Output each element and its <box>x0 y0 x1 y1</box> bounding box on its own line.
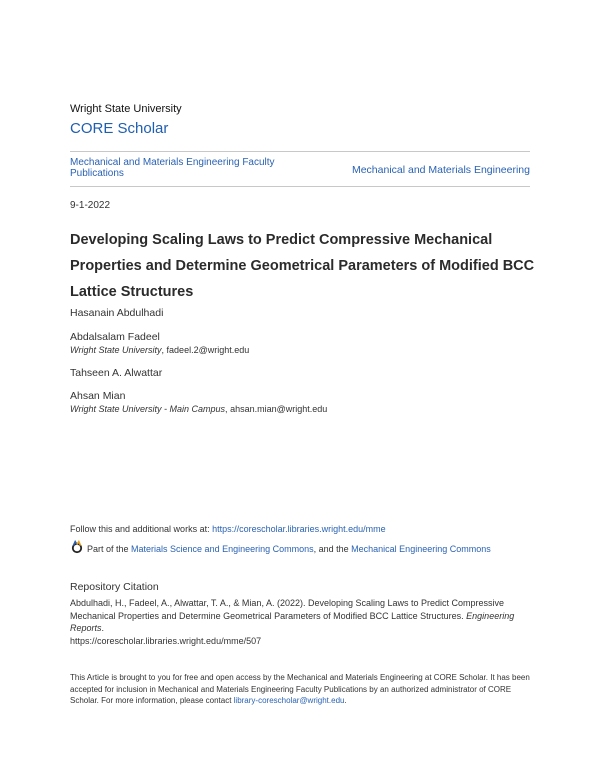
divider-bottom <box>70 186 530 187</box>
citation-heading: Repository Citation <box>70 581 159 593</box>
follow-url-link[interactable]: https://corescholar.libraries.wright.edu/mme <box>212 524 386 534</box>
author-name: Tahseen A. Alwattar <box>70 367 163 379</box>
follow-line <box>70 524 386 534</box>
article-title: Developing Scaling Laws to Predict Compressive Mechanical Properties and Determine Geometrical Parameters of Modified BCC Lattice Structures <box>70 232 535 300</box>
university-name: Wright State University <box>70 103 182 115</box>
publication-date: 9-1-2022 <box>70 200 111 211</box>
repository-name[interactable]: CORE Scholar <box>70 120 169 137</box>
author-4 <box>70 390 327 414</box>
open-access-icon <box>70 540 84 554</box>
author-affiliation <box>70 345 249 355</box>
author-name: Abdalsalam Fadeel <box>70 331 160 343</box>
follow-prefix: Follow this and additional works at: <box>70 524 213 534</box>
author-email[interactable]: fadeel.2@wright.edu <box>166 345 250 355</box>
citation-journal: Engineering Reports <box>70 610 515 633</box>
divider-top <box>70 151 530 152</box>
author-3 <box>70 367 162 379</box>
author-name: Hasanain Abdulhadi <box>70 307 164 319</box>
author-email[interactable]: ahsan.mian@wright.edu <box>230 404 328 414</box>
commons-line <box>87 544 491 554</box>
citation-url[interactable]: https://corescholar.libraries.wright.edu/mme/507 <box>70 635 262 646</box>
commons-middle: , and the <box>313 544 352 554</box>
author-1 <box>70 307 163 319</box>
access-statement-text: This Article is brought to you for free and open access by the Mechanical and Materials Engineering at CORE Scholar. It has been accepted for inclusion in Mechanical and Materials Engineering Faculty Publications by an authorized administrator of CORE Scholar. For more information, please contact <box>70 673 530 705</box>
commons-prefix: Part of the <box>87 544 132 554</box>
affiliation-name: Wright State University - Main Campus <box>70 404 226 414</box>
author-affiliation <box>70 404 327 414</box>
author-name: Ahsan Mian <box>70 390 126 402</box>
citation-text: Abdulhadi, H., Fadeel, A., Alwattar, T. A., & Mian, A. (2022). Developing Scaling Laws to Predict Compressive Mechanical Properties and Determine Geometrical Parameters of Modified BCC Lattice Structures. <box>70 598 505 621</box>
materials-science-commons-link[interactable]: Materials Science and Engineering Commons <box>131 544 314 554</box>
access-statement <box>70 672 530 707</box>
citation-after-journal: . <box>101 623 105 633</box>
mechanical-engineering-commons-link[interactable]: Mechanical Engineering Commons <box>351 544 491 554</box>
access-statement-end: . <box>344 696 347 705</box>
collection-link-faculty-publications[interactable]: Mechanical and Materials Engineering Faculty Publications <box>70 157 275 179</box>
contact-email-link[interactable]: library-corescholar@wright.edu <box>233 696 345 705</box>
citation-body <box>70 597 525 647</box>
affiliation-name: Wright State University <box>70 345 162 355</box>
affiliation-sep: , <box>225 404 231 414</box>
author-2 <box>70 331 249 355</box>
affiliation-sep: , <box>161 345 167 355</box>
collection-link-department[interactable]: Mechanical and Materials Engineering <box>351 164 530 176</box>
